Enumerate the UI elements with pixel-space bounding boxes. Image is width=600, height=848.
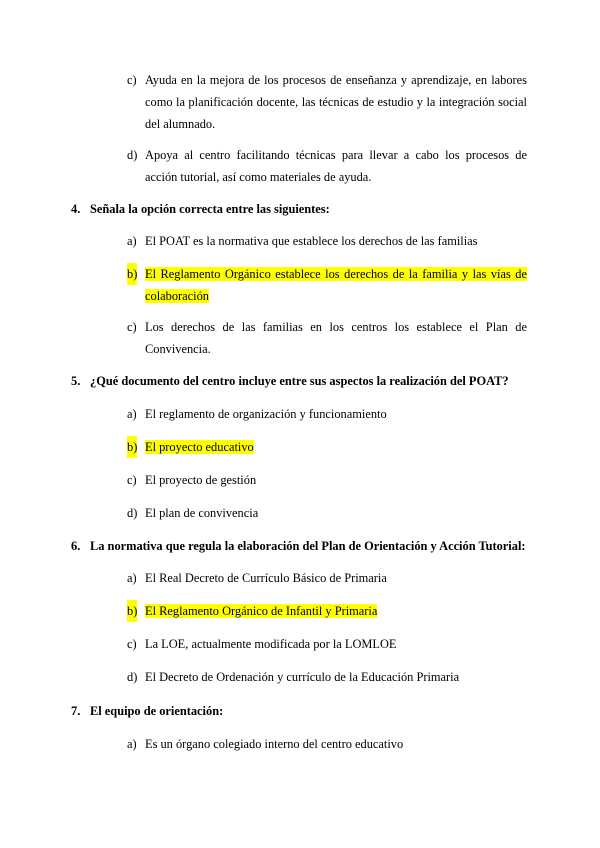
question-7: [71, 703, 223, 719]
q5-option-a: [127, 403, 527, 425]
question-number: 5.: [71, 374, 81, 388]
q4-option-a: [127, 230, 527, 252]
q3-option-d: [127, 144, 527, 188]
option-letter: b): [127, 436, 137, 458]
option-letter: c): [127, 637, 137, 651]
option-letter: d): [127, 148, 138, 162]
option-text-highlighted: El Reglamento Orgánico de Infantil y Primaria: [145, 604, 378, 618]
option-letter: c): [127, 73, 137, 87]
question-text: Señala la opción correcta entre las siguientes:: [90, 202, 330, 216]
option-letter: d): [127, 506, 138, 520]
option-text: El Real Decreto de Currículo Básico de Primaria: [145, 571, 387, 585]
option-text: Apoya al centro facilitando técnicas para llevar a cabo los procesos de acción tutorial, así como materiales de ayuda.: [145, 148, 527, 184]
option-letter: b): [127, 263, 137, 285]
option-letter: a): [127, 737, 137, 751]
option-letter: a): [127, 571, 137, 585]
q4-option-b: [127, 263, 527, 307]
option-text: Los derechos de las familias en los centros los establece el Plan de Convivencia.: [145, 320, 527, 356]
question-text: ¿Qué documento del centro incluye entre sus aspectos la realización del POAT?: [90, 374, 509, 388]
option-text-highlighted: El Reglamento Orgánico establece los derechos de la familia y las vías de colaboración: [145, 267, 527, 303]
q5-option-b: [127, 436, 527, 458]
question-text: La normativa que regula la elaboración del Plan de Orientación y Acción Tutorial:: [90, 539, 526, 553]
option-text: El POAT es la normativa que establece los derechos de las familias: [145, 234, 478, 248]
q6-option-a: [127, 567, 527, 589]
question-text: El equipo de orientación:: [90, 704, 224, 718]
question-number: 7.: [71, 704, 81, 718]
question-number: 4.: [71, 202, 81, 216]
q5-option-c: [127, 469, 527, 491]
q7-option-a: [127, 733, 527, 755]
option-letter: a): [127, 407, 137, 421]
option-letter: d): [127, 670, 138, 684]
option-text: Ayuda en la mejora de los procesos de enseñanza y aprendizaje, en labores como la planificación docente, las técnicas de estudio y la integración social del alumnado.: [145, 73, 527, 131]
option-text: El Decreto de Ordenación y currículo de la Educación Primaria: [145, 670, 460, 684]
option-text: El plan de convivencia: [145, 506, 259, 520]
q4-option-c: [127, 316, 527, 360]
question-6: [71, 538, 526, 554]
question-4: [71, 201, 330, 217]
q3-option-c: [127, 69, 527, 135]
q6-option-b: [127, 600, 527, 622]
option-letter: a): [127, 234, 137, 248]
option-text-highlighted: El proyecto educativo: [145, 440, 254, 454]
question-number: 6.: [71, 539, 81, 553]
question-5: [71, 373, 509, 389]
option-letter: c): [127, 320, 137, 334]
q6-option-c: [127, 633, 527, 655]
option-text: El proyecto de gestión: [145, 473, 257, 487]
option-text: El reglamento de organización y funcionamiento: [145, 407, 387, 421]
q5-option-d: [127, 502, 527, 524]
option-text: Es un órgano colegiado interno del centro educativo: [145, 737, 404, 751]
q6-option-d: [127, 666, 527, 688]
option-text: La LOE, actualmente modificada por la LOMLOE: [145, 637, 397, 651]
option-letter: c): [127, 473, 137, 487]
option-letter: b): [127, 600, 137, 622]
